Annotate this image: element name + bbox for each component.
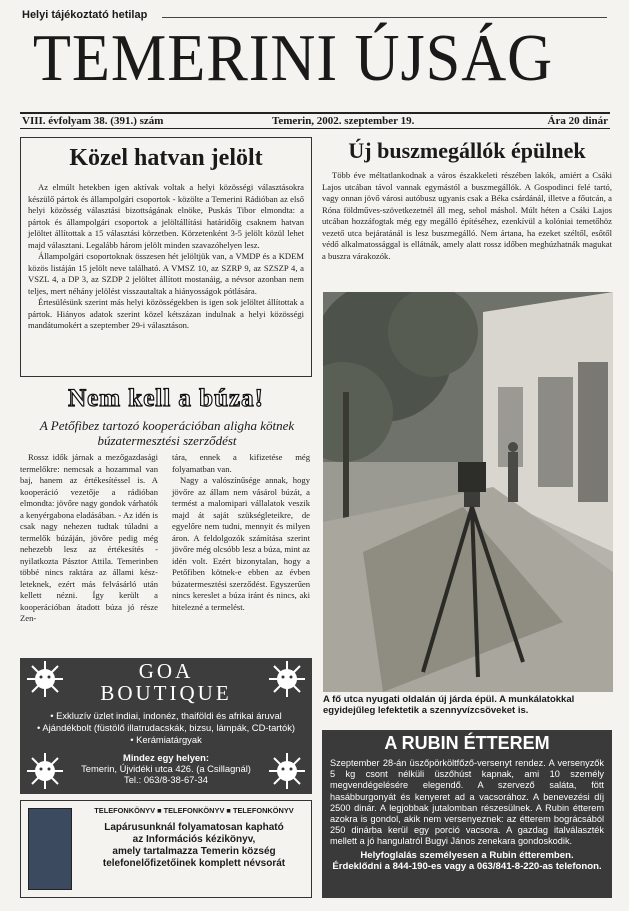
paragraph: Rossz idők járnak a mezőgazdasági termelőkre: nemcsak a hozammal van baj, hanem az értékesítéssel is. A kooperáció vezetője a rádióban elmondta: jövőre nagy gondok várhatók a kenyérgabona eladásában. - Az idén is csak nagy nehezen tudtak túladni a termelők búzáján, jövőre pedig még nehezebb lesz az értékesítés - nyilatkozta Pásztor Attila. Temerinben többé nincs raktára az állami készleteknek, ezért más felvásárló után kellett nézni. Így került a kooperációban átadott búza jó része Zen- [20,452,158,623]
goa-address: Temerin, Újvidéki utca 426. (a Csillagnál) [81,763,251,774]
paragraph: Több éve méltatlankodnak a város északkeleti részében lakók, amiért a Csáki Lajos utcában távol vannak egymástól a buszmegállók. A Gospodinci felé tartó, vagy onnan jövő városi autóbusz ugyanis csak a Béka csárdánál, illetve a főutcán, a Róna földműves-szövetkezetnél áll meg, sehol máshol. Múlt héten a Csáki Lajos utcában hozzáfogtak még egy megálló építéséhez, ezenkívül a kolóniai temetőhöz vezető utca bejáratánál is lesz buszmegálló. Nem ártana, ha ezeket széltől, esőtől védő alkalmatossággal is ellátnák, amely alatt rossz időben meghúzhatnák magukat a buszra várakozók. [322,170,612,261]
phonebook-line: Lapárusunknál folyamatosan kapható [104,822,284,833]
goa-item: • Kerámiatárgyak [130,734,202,745]
phonebook-cover-image [28,808,72,890]
paragraph: Nagy a valószínűsége annak, hogy jövőre az állam nem vásárol búzát, a termést a malomipari vállalatok veszik majd át saját szükségleteikre, de egyelőre nem tudni, mennyit és milyen áron. A feldolgozók számítása szerint jövőre még olcsóbb lesz a búza, mint az idén volt. Ezért bizonytalan, hogy a Petőfiben kötnek-e ebben az évben búzatermesztési szerződést. Egyszerűen nincs kereslet a búza iránt és nincs, aki hitelezné a termelést. [172,475,310,612]
goa-title-line1: GOA [138,659,194,683]
paragraph: Állampolgári csoportoknak összesen hét jelöltjük van, a VMDP és a KDEM közös listáján 15 jelölt neve található. A VMSZ 10, az SZRP 9, az SZSZP 4, a VSZL 4, a DP 3, az SZDP 2 jelöltet állított mostanáig, a névsor azonban nem teljes, mert néhány jelölést visszautaltak a hiányosságok pótlására. [28,251,304,296]
issue-date: Temerin, 2002. szeptember 19. [272,115,415,127]
goa-phone: Tel.: 063/8-38-67-34 [124,774,208,785]
sun-face-icon [268,752,306,790]
article-candidates-body [28,182,304,332]
goa-product-list [20,710,312,746]
phonebook-text [80,822,308,870]
goa-title-line2: BOUTIQUE [100,681,232,705]
phonebook-header: TELEFONKÖNYV ■ TELEFONKÖNYV ■ TELEFONKÖNYV [94,806,294,815]
phonebook-line: amely tartalmazza Temerin község [112,846,276,857]
masthead-tagline: Helyi tájékoztató hetilap [22,9,148,21]
rubin-title: A RUBIN ÉTTEREM [384,733,550,753]
issue-price: Ára 20 dinár [547,115,608,127]
phonebook-line: az Információs kézikönyv, [132,834,256,845]
headline-wheat: Nem kell a búza! [68,385,264,412]
article-bus-stops-body [322,170,612,262]
paragraph: Az elmúlt hetekben igen aktívak voltak a helyi közösségi választásokra készülő pártok és állampolgári csoportok - közölte a Temerini Rádióban az első helyi közösség választási bizottságának elnöke, Puskás Tibor elmondta: a pártok és állampolgári csoportok a jelöltállítási határidőig csaknem hatvan jelöltet állítottak a 15 választási körzetben. Körzetenként 3-5 jelölt közül lehet majd választani. Legalább három jelölt minden szavazóhelyen lesz. [28,182,304,250]
sun-face-icon [26,752,64,790]
rubin-body: Szeptember 28-án üszőpörköltfőző-versenyt rendez. A versenyzők 5 kg csont nélküli üszőhúst kapnak, ami 10 személy megvendégelésére elegendő. A szervező saláta, fött hasábburgonyát és kenyeret ad a vacsorához. A benevezési díj 2500 dinár. A legjobbak jutalomban részesülnek. A Rubin étterem azokra is gondol, akik nem versenyeznek: az étterem bográcsából 250 dinárba kerül egy porció vacsora. A gazdag italválaszték mellett a jó hangulatról Bugyi János zenekara gondoskodik. [330,758,604,847]
rubin-footer [326,850,608,872]
rubin-footer-line: Érdeklődni a 844-190-es vagy a 063/841-8-220-as telefonon. [332,861,602,872]
article-wheat-column-1 [20,452,158,625]
goa-item: • Exkluzív üzlet indiai, indonéz, thaiföldi és afrikai áruval [50,710,282,721]
goa-item: • Ajándékbolt (füstölő illatrudacskák, bizsu, lámpák, CD-tartók) [36,722,296,733]
article-wheat-column-2 [172,452,310,613]
headline-candidates: Közel hatvan jelölt [69,145,263,171]
issue-info-bar [20,112,610,129]
phonebook-line: telefonelőfizetőinek komplett névsorát [102,858,286,869]
street-construction-photo [323,292,613,692]
rubin-footer-line: Helyfoglalás személyesen a Rubin étteremben. [360,850,574,861]
paragraph: Értesülésünk szerint más helyi közösségekben is igen sok jelöltet állítottak a pártok. Hiányos adatok szerint közel kétszázan indulnak a helyi közösségi mandátumokért a szeptember 29-i választáson. [28,297,304,330]
photo-caption: A fő utca nyugati oldalán új járda épül. A munkálatokkal egyidejűleg lefektetik a szennyvízcsöveket is. [323,694,575,716]
sun-face-icon [26,660,64,698]
goa-contact-head: Mindez egy helyen: [123,752,209,763]
paragraph: tára, ennek a kifizetése még folyamatban van. [172,452,310,474]
sun-face-icon [268,660,306,698]
masthead-title: TEMERINI ÚJSÁG [32,21,554,95]
subheadline-wheat: A Petőfibez tartozó kooperációban aligha kötnek búzatermesztési szerződést [39,418,295,448]
issue-number: VIII. évfolyam 38. (391.) szám [22,115,164,127]
headline-bus-stops: Új buszmegállók épülnek [348,138,586,163]
